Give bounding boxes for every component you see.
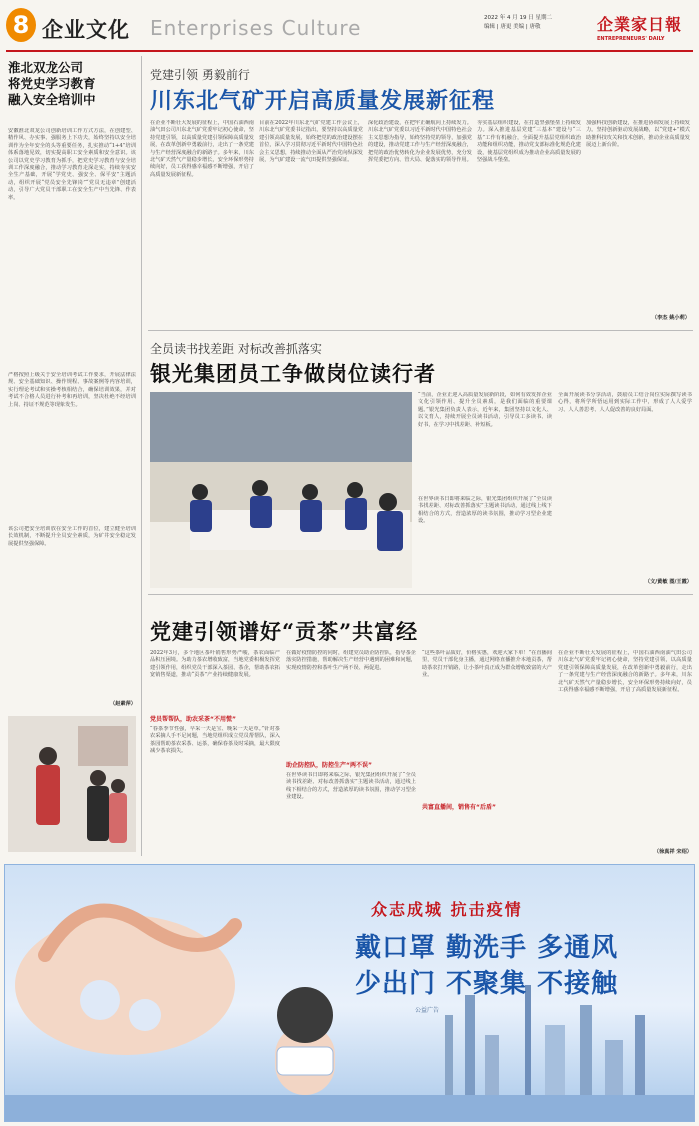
mid-story-photo xyxy=(150,392,412,588)
bottom-story-signature: （徐真祥 宋绍） xyxy=(653,849,692,855)
poster-credit: 公益广告 xyxy=(415,1007,440,1014)
title-line: 融入安全培训中 xyxy=(8,92,96,107)
bottom-story-col1: 2022年3月，多个地区茶叶销售形势严峻，茶农面临产品积压困境。为助力茶农增收致富，当地党委积极发挥党建引领作用，组织党员干部深入茶园、茶企，帮助茶农拓宽销售渠道，推动“贡茶”产业持续健康发展。 xyxy=(150,650,280,679)
section-divider xyxy=(148,594,693,595)
issue-info xyxy=(484,14,594,32)
top-story-kicker: 党建引领 勇毅前行 xyxy=(150,68,250,82)
mid-story-col1: “当前，企业正迎入高质量发展新阶段，如何有效发挥企业文化引领作用、提升全员素质，是我们面临的重要课题。”银光集团负责人表示，近年来，集团坚持以文化人、以文育人，持续开展全员读书活动，引导员工多读书、读好书，在学习中找差距、补短板。 xyxy=(418,392,552,428)
section-divider xyxy=(148,330,693,331)
top-story-col3: 深化政治建设，在把牢正确航向上持续发力。川东北气矿党委以习近平新时代中国特色社会主义思想为指导，始终坚持党的领导，加强党的建设，推动党建工作与生产经营深度融合，把党的政治优势转化为企业发展优势，充分发挥党委把方向、管大局、促落实的领导作用。 xyxy=(368,120,472,164)
logo-chinese: 企業家日報 xyxy=(597,15,683,34)
top-story-col2: 目前在2022年川东北气矿党建工作会议上，川东北气矿党委书记指出，要坚持以高质量党建引领高质量发展，始终把党的政治建设摆在首位，深入学习贯彻习近平新时代中国特色社会主义思想，持续推动全面从严治党向纵深发展，为气矿建设一流气田提供坚强保证。 xyxy=(259,120,363,164)
logo-english: ENTREPRENEURS' DAILY xyxy=(597,36,665,42)
poster-slogan-line-1: 戴口罩 勤洗手 多通风 xyxy=(355,933,619,963)
training-photo-illustration xyxy=(8,716,136,852)
issue-date: 2022 年 4 月 19 日 星期二 xyxy=(484,15,552,21)
mid-story-signature: （文/黄敏 图/王霞） xyxy=(644,579,692,585)
mid-story-col3: 全面开展读书分享活动，鼓励员工结合岗位实际撰写读书心得，将所学所悟运用到实际工作中，形成了人人爱学习、人人善思考、人人促改善的良好局面。 xyxy=(558,392,692,413)
left-article-body-2: 严格按照上级关于安全培训考试工作要求，开展法律法规、安全基础知识、操作规程、事故案例等内容培训，实行理论考试和实操考核相结合，确保培训效果，并对考试不合格人员进行补考和再培训，坚决杜绝不经培训上岗、持证不规范等现象发生。 xyxy=(8,372,136,408)
public-service-poster xyxy=(4,864,695,1122)
bottom-story-col5: 在企业不断壮大发展的征程上，中国石油西南油气田公司川东北气矿党委牢记初心使命，坚持党建引领，以高质量党建引领保障高质量发展，在改革创新中勇毅前行，走出了一条党建与生产经营深度融合的新路子。多年来，川东北气矿天然气产量稳步增长，安全环保形势持续向好，员工获得感幸福感不断增强，开启了高质量发展新征程。 xyxy=(558,650,692,694)
newspaper-logo xyxy=(597,12,693,46)
bottom-story-col4: “这些茶叶品质好，价格实惠，欢迎大家下单！”在直播间里，党员干部化身主播，通过网络直播推介本地贡茶，帮助茶农打开销路，让小茶叶真正成为群众增收致富的大产业。 xyxy=(422,650,552,679)
page-number-badge: 8 xyxy=(6,8,36,42)
mid-story-kicker: 全员读书找差距 对标改善抓落实 xyxy=(150,342,322,356)
bottom-story-headline: 党建引领谱好“贡茶”共富经 xyxy=(150,619,419,644)
title-line: 淮北双龙公司 xyxy=(8,60,84,75)
reading-meeting-illustration xyxy=(150,392,412,588)
title-line: 将党史学习教育 xyxy=(8,76,96,91)
bottom-story-subhead-1: 党员帮帮队，助农采茶“不用慌” xyxy=(150,716,236,723)
column-divider xyxy=(141,56,142,856)
left-article-body-3: 该公司把安全培训放在安全工作的首位，建立健全培训长效机制，不断提升全员安全素质，为矿井安全稳定发展提供坚强保障。 xyxy=(8,526,136,547)
bottom-story-subhead-2: 助企防控队，防控生产“两不误” xyxy=(286,762,372,769)
section-title: 企业文化 xyxy=(42,17,130,42)
top-story-headline: 川东北气矿开启高质量发展新征程 xyxy=(150,88,496,114)
left-article-photo xyxy=(8,716,136,852)
top-story-col5: 加强科技创新建设，在推进协调发展上持续发力。坚持创新驱动发展战略，以“党建+”模式助推科技攻关和技术创新，推动企业高质量发展迈上新台阶。 xyxy=(586,120,690,149)
poster-banner: 众志成城 抗击疫情 xyxy=(371,900,523,919)
bottom-story-col3: 在做好疫情防控的同时，组建党员助企防控队，指导茶企落实防控措施，帮助解决生产经营中遇到的困难和问题，实现疫情防控和茶叶生产两不误、两促进。 xyxy=(286,650,416,671)
top-story-col4: 夯实基层组织建设，在打造坚强堡垒上持续发力。深入推进基层党建“三基本”建设与“三基”工作有机融合，全面提升基层党组织政治功能和组织功能，推动党支部标准化规范化建设，使基层党组织成为推动企业高质量发展的坚强战斗堡垒。 xyxy=(477,120,581,164)
section-title-english: Enterprises Culture xyxy=(150,16,362,40)
left-article-signature: （赵素萍） xyxy=(110,701,136,707)
poster-slogan-line-2: 少出门 不聚集 不接触 xyxy=(355,969,619,999)
header-rule xyxy=(6,50,693,52)
top-story-col1: 在企业不断壮大发展的征程上，中国石油西南油气田公司川东北气矿党委牢记初心使命，坚持党建引领，以高质量党建引领保障高质量发展，在改革创新中勇毅前行，走出了一条党建与生产经营深度融合的新路子。多年来，川东北气矿天然气产量稳步增长，安全环保形势持续向好，员工获得感幸福感不断增强，开启了高质量发展新征程。 xyxy=(150,120,254,178)
mid-story-headline: 银光集团员工争做岗位读行者 xyxy=(150,361,436,386)
bottom-story-subhead-3: 共富直播间，销售有“后盾” xyxy=(422,804,496,811)
left-article-title xyxy=(8,60,136,108)
left-article-body: 安徽淮北双龙公司创新培训工作方式方法，在创建型、精作风、办实事、强服务上下功夫，始终坚持以安全培训作为全年安全的头等重要任务，扎实推动“1+4”培训体系落地见效，切实提高职工安全素质和安全意识。该公司以党史学习教育为抓手，把党史学习教育与安全培训工作深度融合，推动学习教育走深走实，持续夯实安全生产基础，开展“学党史、强安全、保平安”主题活动，组织开展“党员安全先锋岗”“党员无违章”创建活动，引导广大党员干部职工在安全生产中当先锋、作表率。 xyxy=(8,128,136,201)
bottom-story-col2: “春茶季节性强，早采一天是宝、晚采一天是草。”针对茶农采摘人手不足问题，当地党组织成立党员帮帮队，深入茶园帮助茶农采茶、运茶，确保春茶及时采摘，最大限度减少茶农损失。 xyxy=(150,726,280,755)
editor-credit: 编辑 | 唐更 美编 | 唐敬 xyxy=(484,24,541,30)
top-story-signature: （李杰 姚小莉） xyxy=(651,315,690,321)
mid-story-col2: 在世界读书日即将来临之际，银光集团组织开展了“全员读书找差距、对标改善抓落实”主题读书活动，通过线上线下相结合的方式，营造浓厚的读书氛围，推动学习型企业建设。 xyxy=(418,496,552,525)
bottom-story-col3b: 在世界读书日即将来临之际，银光集团组织开展了“全员读书找差距、对标改善抓落实”主题读书活动，通过线上线下相结合的方式，营造浓厚的读书氛围，推动学习型企业建设。 xyxy=(286,772,416,801)
